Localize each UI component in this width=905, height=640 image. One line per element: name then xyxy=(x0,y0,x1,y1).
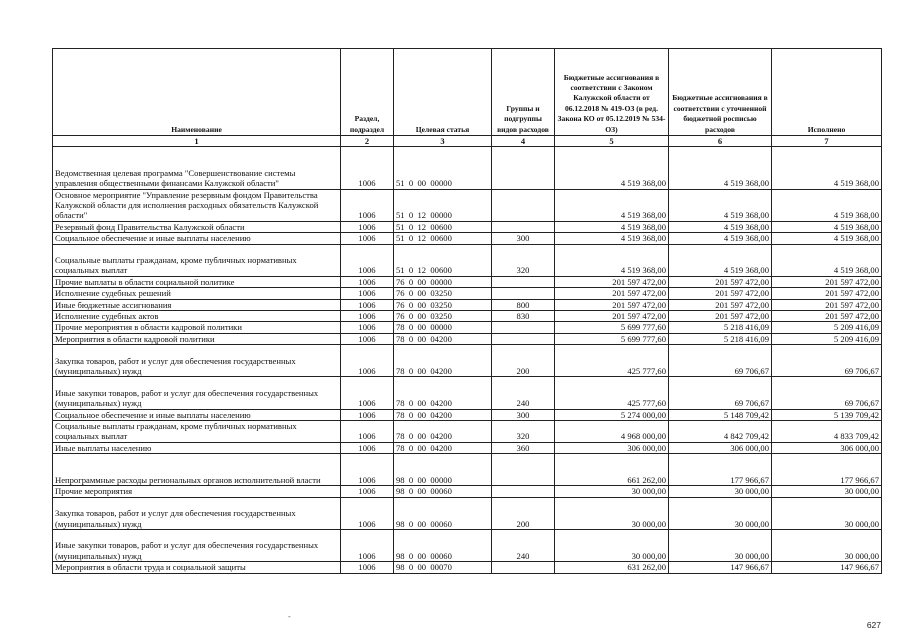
row-law-allocation: 4 519 368,00 xyxy=(555,189,669,221)
row-planned-allocation: 69 706,67 xyxy=(669,377,772,409)
row-target-article: 76 0 00 03250 xyxy=(394,299,492,310)
row-target-article: 78 0 00 04200 xyxy=(394,377,492,409)
row-section: 1006 xyxy=(341,454,394,486)
row-law-allocation: 4 519 368,00 xyxy=(555,147,669,190)
row-section: 1006 xyxy=(341,288,394,299)
row-expense-group: 320 xyxy=(492,244,555,276)
row-planned-allocation: 30 000,00 xyxy=(669,530,772,562)
row-planned-allocation: 201 597 472,00 xyxy=(669,288,772,299)
row-law-allocation: 5 699 777,60 xyxy=(555,333,669,344)
row-executed: 147 966,67 xyxy=(772,562,882,573)
column-number: 2 xyxy=(341,136,394,147)
row-planned-allocation: 4 519 368,00 xyxy=(669,221,772,232)
row-name: Ведомственная целевая программа "Совершенствование системы управления общественными финансами Калужской области" xyxy=(53,147,341,190)
row-expense-group xyxy=(492,322,555,333)
row-expense-group xyxy=(492,276,555,287)
row-executed: 4 833 709,42 xyxy=(772,421,882,443)
row-executed: 30 000,00 xyxy=(772,486,882,497)
row-target-article: 78 0 00 00000 xyxy=(394,322,492,333)
table-row xyxy=(53,233,882,244)
table-row xyxy=(53,442,882,453)
row-target-article: 78 0 00 04200 xyxy=(394,442,492,453)
row-executed: 201 597 472,00 xyxy=(772,276,882,287)
row-law-allocation: 306 000,00 xyxy=(555,442,669,453)
row-target-article: 78 0 00 04200 xyxy=(394,421,492,443)
row-name: Прочие мероприятия в области кадровой политики xyxy=(53,322,341,333)
row-target-article: 76 0 00 03250 xyxy=(394,288,492,299)
row-expense-group: 240 xyxy=(492,377,555,409)
row-expense-group: 360 xyxy=(492,442,555,453)
row-section: 1006 xyxy=(341,409,394,420)
table-row xyxy=(53,421,882,443)
row-law-allocation: 201 597 472,00 xyxy=(555,288,669,299)
row-law-allocation: 30 000,00 xyxy=(555,530,669,562)
row-name: Социальные выплаты гражданам, кроме публичных нормативных социальных выплат xyxy=(53,421,341,443)
row-expense-group xyxy=(492,333,555,344)
row-expense-group: 240 xyxy=(492,530,555,562)
row-section: 1006 xyxy=(341,147,394,190)
row-section: 1006 xyxy=(341,311,394,322)
row-executed: 69 706,67 xyxy=(772,377,882,409)
row-name: Исполнение судебных решений xyxy=(53,288,341,299)
row-law-allocation: 201 597 472,00 xyxy=(555,299,669,310)
row-law-allocation: 661 262,00 xyxy=(555,454,669,486)
row-expense-group xyxy=(492,189,555,221)
row-planned-allocation: 30 000,00 xyxy=(669,486,772,497)
table-row xyxy=(53,333,882,344)
row-name: Иные бюджетные ассигнования xyxy=(53,299,341,310)
row-section: 1006 xyxy=(341,486,394,497)
row-expense-group: 830 xyxy=(492,311,555,322)
row-planned-allocation: 30 000,00 xyxy=(669,497,772,529)
table-row xyxy=(53,299,882,310)
header-expense-group: Группы и подгруппы видов расходов xyxy=(492,49,555,136)
table-body xyxy=(53,147,882,574)
row-section: 1006 xyxy=(341,345,394,377)
table-row xyxy=(53,189,882,221)
row-law-allocation: 4 519 368,00 xyxy=(555,233,669,244)
page-mark: - xyxy=(288,612,291,621)
row-planned-allocation: 306 000,00 xyxy=(669,442,772,453)
row-planned-allocation: 4 519 368,00 xyxy=(669,189,772,221)
row-executed: 30 000,00 xyxy=(772,530,882,562)
row-name: Социальные выплаты гражданам, кроме публичных нормативных социальных выплат xyxy=(53,244,341,276)
table-row xyxy=(53,454,882,486)
row-law-allocation: 425 777,60 xyxy=(555,345,669,377)
table-row xyxy=(53,377,882,409)
row-name: Иные закупки товаров, работ и услуг для обеспечения государственных (муниципальных) нужд xyxy=(53,377,341,409)
row-planned-allocation: 201 597 472,00 xyxy=(669,299,772,310)
row-planned-allocation: 177 966,67 xyxy=(669,454,772,486)
budget-execution-table xyxy=(52,48,882,574)
row-executed: 306 000,00 xyxy=(772,442,882,453)
row-name: Закупка товаров, работ и услуг для обеспечения государственных (муниципальных) нужд xyxy=(53,345,341,377)
row-name: Мероприятия в области кадровой политики xyxy=(53,333,341,344)
row-name: Исполнение судебных актов xyxy=(53,311,341,322)
row-section: 1006 xyxy=(341,322,394,333)
column-number: 1 xyxy=(53,136,341,147)
row-target-article: 98 0 00 00060 xyxy=(394,530,492,562)
table-row xyxy=(53,345,882,377)
row-planned-allocation: 5 218 416,09 xyxy=(669,333,772,344)
row-law-allocation: 201 597 472,00 xyxy=(555,311,669,322)
row-target-article: 78 0 00 04200 xyxy=(394,333,492,344)
table-row xyxy=(53,147,882,190)
row-executed: 201 597 472,00 xyxy=(772,288,882,299)
row-planned-allocation: 4 519 368,00 xyxy=(669,147,772,190)
row-planned-allocation: 69 706,67 xyxy=(669,345,772,377)
row-section: 1006 xyxy=(341,333,394,344)
row-section: 1006 xyxy=(341,442,394,453)
row-expense-group xyxy=(492,486,555,497)
row-expense-group xyxy=(492,454,555,486)
row-planned-allocation: 5 148 709,42 xyxy=(669,409,772,420)
row-name: Основное мероприятие "Управление резервным фондом Правительства Калужской области для исполнения расходных обязательств Калужской области" xyxy=(53,189,341,221)
table-row xyxy=(53,497,882,529)
column-number: 3 xyxy=(394,136,492,147)
header-planned-allocations: Бюджетные ассигнования в соответствии с уточненной бюджетной росписью расходов xyxy=(669,49,772,136)
table-row xyxy=(53,562,882,573)
row-target-article: 76 0 00 00000 xyxy=(394,276,492,287)
row-expense-group: 300 xyxy=(492,233,555,244)
row-target-article: 51 0 12 00600 xyxy=(394,233,492,244)
row-law-allocation: 5 274 000,00 xyxy=(555,409,669,420)
row-planned-allocation: 201 597 472,00 xyxy=(669,276,772,287)
row-target-article: 51 0 12 00600 xyxy=(394,221,492,232)
row-executed: 4 519 368,00 xyxy=(772,233,882,244)
column-number: 4 xyxy=(492,136,555,147)
row-name: Прочие мероприятия xyxy=(53,486,341,497)
row-expense-group: 320 xyxy=(492,421,555,443)
row-executed: 4 519 368,00 xyxy=(772,221,882,232)
row-section: 1006 xyxy=(341,244,394,276)
column-number: 5 xyxy=(555,136,669,147)
row-target-article: 51 0 00 00000 xyxy=(394,147,492,190)
row-section: 1006 xyxy=(341,233,394,244)
row-section: 1006 xyxy=(341,421,394,443)
row-executed: 4 519 368,00 xyxy=(772,244,882,276)
row-expense-group: 800 xyxy=(492,299,555,310)
row-target-article: 51 0 12 00600 xyxy=(394,244,492,276)
column-number-row xyxy=(53,136,882,147)
row-section: 1006 xyxy=(341,497,394,529)
row-executed: 69 706,67 xyxy=(772,345,882,377)
row-target-article: 78 0 00 04200 xyxy=(394,345,492,377)
row-executed: 5 209 416,09 xyxy=(772,322,882,333)
row-section: 1006 xyxy=(341,530,394,562)
row-law-allocation: 4 519 368,00 xyxy=(555,244,669,276)
header-section: Раздел, подраздел xyxy=(341,49,394,136)
row-section: 1006 xyxy=(341,299,394,310)
row-planned-allocation: 4 519 368,00 xyxy=(669,233,772,244)
row-section: 1006 xyxy=(341,276,394,287)
row-target-article: 78 0 00 04200 xyxy=(394,409,492,420)
row-name: Прочие выплаты в области социальной политике xyxy=(53,276,341,287)
row-expense-group: 200 xyxy=(492,497,555,529)
row-section: 1006 xyxy=(341,189,394,221)
row-expense-group: 200 xyxy=(492,345,555,377)
row-expense-group xyxy=(492,288,555,299)
row-executed: 5 209 416,09 xyxy=(772,333,882,344)
row-name: Резервный фонд Правительства Калужской области xyxy=(53,221,341,232)
header-name: Наименование xyxy=(53,49,341,136)
row-target-article: 98 0 00 00000 xyxy=(394,454,492,486)
row-law-allocation: 4 519 368,00 xyxy=(555,221,669,232)
row-planned-allocation: 4 842 709,42 xyxy=(669,421,772,443)
row-law-allocation: 30 000,00 xyxy=(555,497,669,529)
row-executed: 201 597 472,00 xyxy=(772,299,882,310)
table-row xyxy=(53,486,882,497)
row-target-article: 98 0 00 00060 xyxy=(394,486,492,497)
row-section: 1006 xyxy=(341,221,394,232)
column-number: 6 xyxy=(669,136,772,147)
table-row xyxy=(53,311,882,322)
table-row xyxy=(53,221,882,232)
row-executed: 4 519 368,00 xyxy=(772,189,882,221)
row-planned-allocation: 4 519 368,00 xyxy=(669,244,772,276)
row-law-allocation: 425 777,60 xyxy=(555,377,669,409)
row-name: Иные выплаты населению xyxy=(53,442,341,453)
row-expense-group xyxy=(492,147,555,190)
table-row xyxy=(53,288,882,299)
header-target-article: Целевая статья xyxy=(394,49,492,136)
row-name: Иные закупки товаров, работ и услуг для обеспечения государственных (муниципальных) нужд xyxy=(53,530,341,562)
table-row xyxy=(53,322,882,333)
column-number: 7 xyxy=(772,136,882,147)
row-planned-allocation: 201 597 472,00 xyxy=(669,311,772,322)
row-planned-allocation: 147 966,67 xyxy=(669,562,772,573)
row-expense-group: 300 xyxy=(492,409,555,420)
row-executed: 30 000,00 xyxy=(772,497,882,529)
row-executed: 4 519 368,00 xyxy=(772,147,882,190)
table-row xyxy=(53,409,882,420)
table-row xyxy=(53,276,882,287)
page-number: 627 xyxy=(866,620,881,630)
row-executed: 5 139 709,42 xyxy=(772,409,882,420)
row-target-article: 76 0 00 03250 xyxy=(394,311,492,322)
row-section: 1006 xyxy=(341,562,394,573)
row-section: 1006 xyxy=(341,377,394,409)
row-law-allocation: 631 262,00 xyxy=(555,562,669,573)
row-name: Мероприятия в области труда и социальной защиты xyxy=(53,562,341,573)
row-expense-group xyxy=(492,221,555,232)
table-row xyxy=(53,244,882,276)
row-executed: 201 597 472,00 xyxy=(772,311,882,322)
row-name: Социальное обеспечение и иные выплаты населению xyxy=(53,233,341,244)
row-target-article: 98 0 00 00070 xyxy=(394,562,492,573)
row-target-article: 51 0 12 00000 xyxy=(394,189,492,221)
row-name: Социальное обеспечение и иные выплаты населению xyxy=(53,409,341,420)
row-law-allocation: 5 699 777,60 xyxy=(555,322,669,333)
row-expense-group xyxy=(492,562,555,573)
row-law-allocation: 30 000,00 xyxy=(555,486,669,497)
header-executed: Исполнено xyxy=(772,49,882,136)
row-name: Закупка товаров, работ и услуг для обеспечения государственных (муниципальных) нужд xyxy=(53,497,341,529)
row-law-allocation: 4 968 000,00 xyxy=(555,421,669,443)
row-target-article: 98 0 00 00060 xyxy=(394,497,492,529)
table-header-row xyxy=(53,49,882,136)
row-planned-allocation: 5 218 416,09 xyxy=(669,322,772,333)
row-executed: 177 966,67 xyxy=(772,454,882,486)
row-name: Непрограммные расходы региональных органов исполнительной власти xyxy=(53,454,341,486)
row-law-allocation: 201 597 472,00 xyxy=(555,276,669,287)
table-row xyxy=(53,530,882,562)
header-law-allocations: Бюджетные ассигнования в соответствии с Законом Калужской области от 06.12.2018 № 419-ОЗ (в ред. Закона КО от 05.12.2019 № 534-ОЗ) xyxy=(555,49,669,136)
